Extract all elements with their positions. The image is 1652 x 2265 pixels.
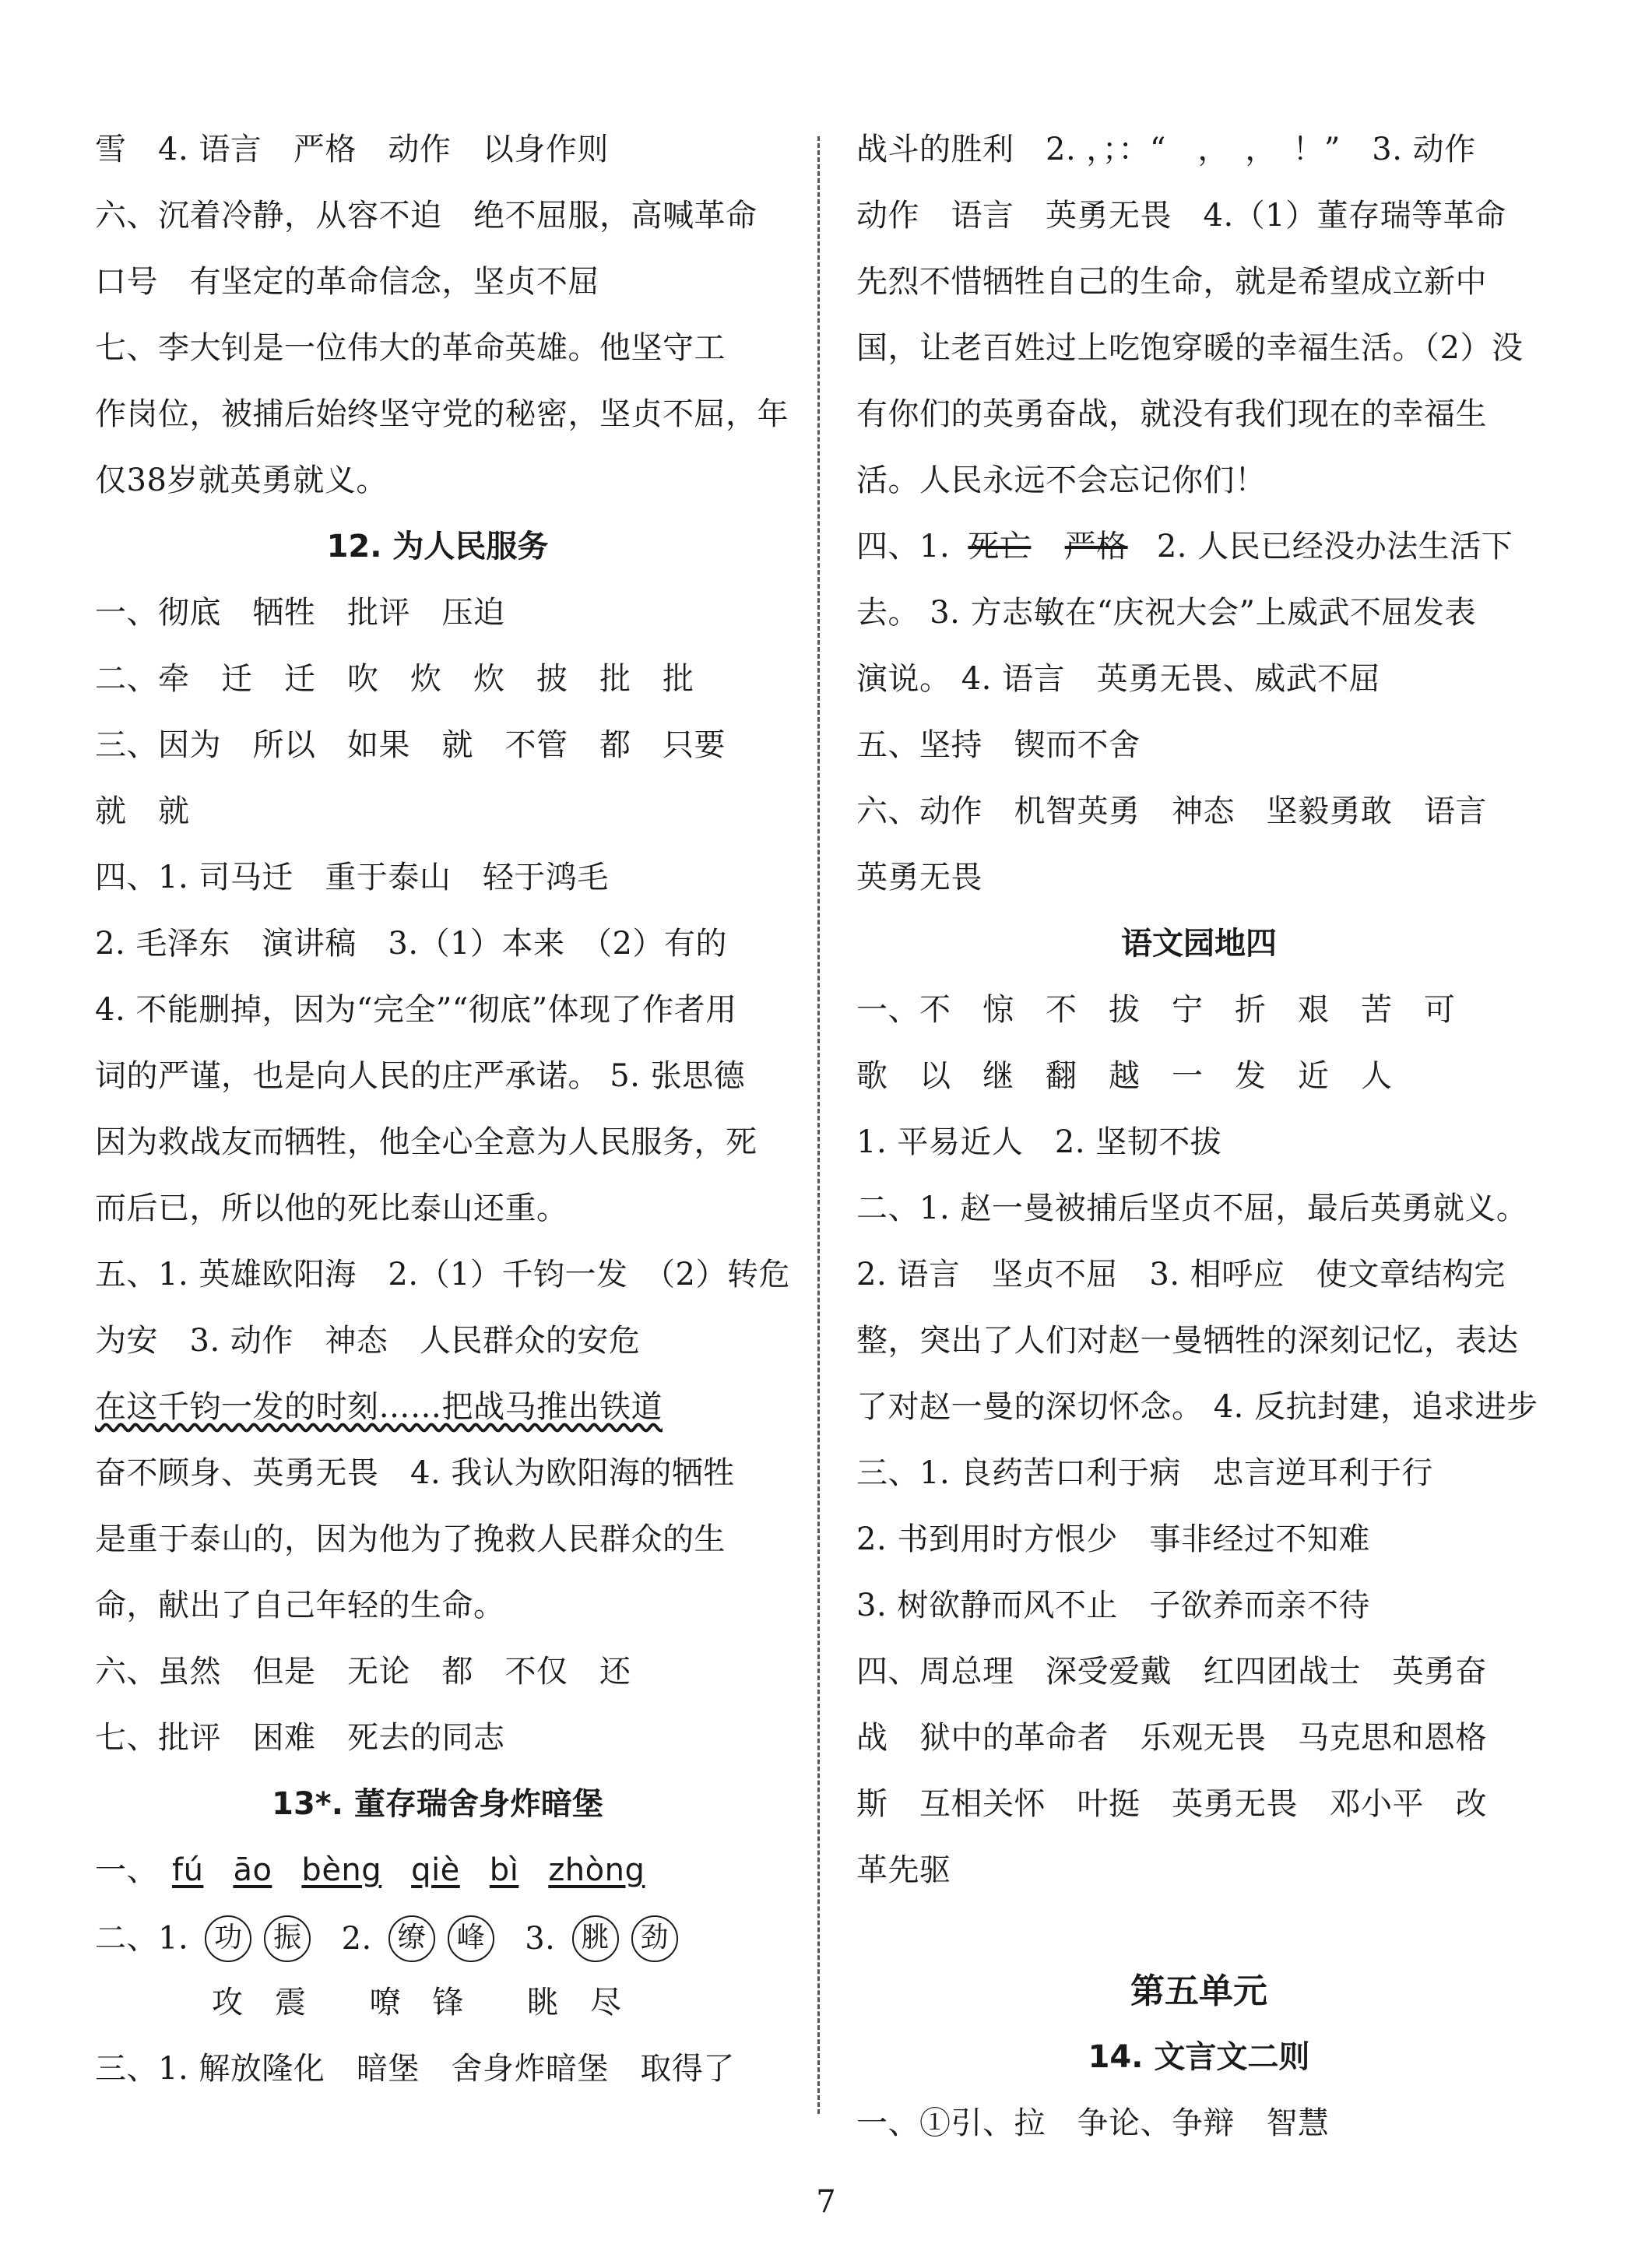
text-line: 活。人民永远不会忘记你们！	[856, 462, 1267, 498]
text-line-wrapper	[95, 1374, 780, 1440]
text-line: 五、坚持 锲而不舍	[856, 727, 1141, 763]
text-line: 整，突出了人们对赵一曼牺牲的深刻记忆，表达	[856, 1323, 1519, 1359]
left-column	[95, 117, 790, 2102]
text-line: 二、牵 迁 迁 吹 炊 炊 披 批 批	[95, 661, 694, 697]
circled-char: 功	[205, 1915, 251, 1962]
section-heading-13: 13*. 董存瑞舍身炸暗堡	[272, 1786, 603, 1822]
pinyin: bèng	[301, 1852, 382, 1888]
text-line: 斯 互相关怀 叶挺 英勇无畏 邓小平 改	[856, 1786, 1487, 1822]
text-line: 六、沉着冷静，从容不迫 绝不屈服，高喊革命	[95, 198, 757, 234]
text-line: 革先驱	[856, 1852, 951, 1888]
pinyin: qiè	[411, 1852, 460, 1888]
text-line-corrections	[856, 514, 1541, 580]
item-label: 一、	[95, 1852, 158, 1888]
text-line: 口号 有坚定的革命信念，坚贞不屈	[95, 264, 599, 300]
text-line: 了对赵一曼的深切怀念。 4. 反抗封建，追求进步	[856, 1389, 1538, 1425]
text-line: 作岗位，被捕后始终坚守党的秘密，坚贞不屈，年	[95, 396, 789, 432]
circled-char: 缭	[388, 1915, 435, 1962]
text-line: 而后已，所以他的死比泰山还重。	[95, 1191, 568, 1226]
answer-text: 2. 人民已经没办法生活下	[1156, 529, 1513, 564]
text-line: 三、1. 良药苦口利于病 忠言逆耳利于行	[856, 1455, 1433, 1491]
text-line: 三、1. 解放隆化 暗堡 舍身炸暗堡 取得了	[95, 2051, 735, 2087]
text-line: 一、①引、拉 争论、争辩 智慧	[856, 2105, 1330, 2141]
text-line: 2. 毛泽东 演讲稿 3.（1）本来 （2）有的	[95, 926, 727, 962]
column-divider	[817, 136, 820, 2114]
text-line: 3. 树欲静而风不止 子欲养而亲不待	[856, 1588, 1370, 1623]
item-number: 2.	[341, 1920, 372, 1957]
text-line: 1. 平易近人 2. 坚韧不拔	[856, 1124, 1222, 1160]
text-line: 仅38岁就英勇就义。	[95, 462, 388, 498]
text-line: 去。 3. 方志敏在“庆祝大会”上威武不屈发表	[856, 595, 1476, 631]
item-number: 3.	[525, 1920, 556, 1957]
item-label: 四、1.	[856, 529, 951, 564]
page-number: 7	[816, 2184, 836, 2220]
text-line: 演说。 4. 语言 英勇无畏、威武不屈	[856, 661, 1381, 697]
text-line: 先烈不惜牺牲自己的生命，就是希望成立新中	[856, 264, 1487, 300]
text-line: 奋不顾身、英勇无畏 4. 我认为欧阳海的牺牲	[95, 1455, 735, 1491]
corrected-chars-row: 攻 震 嘹 锋 眺 尽	[212, 1985, 622, 2021]
pinyin: āo	[233, 1852, 272, 1888]
text-line: 雪 4. 语言 严格 动作 以身作则	[95, 132, 609, 167]
unit-heading: 第五单元	[1130, 1971, 1267, 2011]
text-line: 就 就	[95, 793, 190, 829]
text-line: 国，让老百姓过上吃饱穿暖的幸福生活。（2）没	[856, 330, 1524, 366]
spacer	[856, 1904, 1541, 1958]
pinyin: bì	[489, 1852, 519, 1888]
text-line: 六、虽然 但是 无论 都 不仅 还	[95, 1654, 631, 1690]
text-line: 四、周总理 深受爱戴 红四团战士 英勇奋	[856, 1654, 1487, 1690]
section-heading-14: 14. 文言文二则	[1088, 2039, 1310, 2075]
text-line: 四、1. 司马迁 重于泰山 轻于鸿毛	[95, 860, 609, 895]
text-line: 是重于泰山的，因为他为了挽救人民群众的生	[95, 1521, 726, 1557]
text-line: 一、彻底 牺牲 批评 压迫	[95, 595, 505, 631]
struck-word: 严格	[1064, 529, 1128, 564]
text-line: 英勇无畏	[856, 860, 982, 895]
item-label: 二、1.	[95, 1920, 189, 1957]
text-line: 一、不 惊 不 拔 宁 折 艰 苦 可	[856, 992, 1456, 1028]
pinyin: fú	[172, 1852, 204, 1888]
text-line: 2. 语言 坚贞不屈 3. 相呼应 使文章结构完	[856, 1257, 1506, 1293]
wavy-underlined-quote: 在这千钧一发的时刻……把战马推出铁道	[95, 1389, 663, 1425]
struck-word: 死亡	[968, 529, 1032, 564]
text-line: 为安 3. 动作 神态 人民群众的安危	[95, 1323, 641, 1359]
pinyin-row	[95, 1838, 780, 1904]
text-line: 4. 不能删掉，因为“完全”“彻底”体现了作者用	[95, 992, 737, 1028]
section-heading-12: 12. 为人民服务	[326, 529, 549, 564]
pinyin: zhòng	[548, 1852, 645, 1888]
text-line: 有你们的英勇奋战，就没有我们现在的幸福生	[856, 396, 1487, 432]
text-line: 2. 书到用时方恨少 事非经过不知难	[856, 1521, 1370, 1557]
text-line: 命，献出了自己年轻的生命。	[95, 1588, 505, 1623]
text-line: 六、动作 机智英勇 神态 坚毅勇敢 语言	[856, 793, 1487, 829]
text-line: 三、因为 所以 如果 就 不管 都 只要	[95, 727, 726, 763]
circled-chars-row	[95, 1904, 780, 1970]
circled-char: 峰	[448, 1915, 494, 1962]
circled-char: 振	[264, 1915, 311, 1962]
text-line: 七、李大钊是一位伟大的革命英雄。他坚守工	[95, 330, 726, 366]
text-line: 七、批评 困难 死去的同志	[95, 1720, 505, 1756]
text-line: 词的严谨，也是向人民的庄严承诺。 5. 张思德	[95, 1058, 746, 1094]
circled-char: 脁	[572, 1915, 619, 1962]
text-line: 因为救战友而牺牲，他全心全意为人民服务，死	[95, 1124, 757, 1160]
text-line: 战 狱中的革命者 乐观无畏 马克思和恩格	[856, 1720, 1487, 1756]
right-column	[856, 117, 1541, 2157]
text-line: 动作 语言 英勇无畏 4.（1）董存瑞等革命	[856, 198, 1506, 234]
text-line: 战斗的胜利 2. ，；：“ ， ， ！” 3. 动作	[856, 132, 1476, 167]
section-heading-yuwen-garden: 语文园地四	[1121, 926, 1277, 962]
text-line: 二、1. 赵一曼被捕后坚贞不屈，最后英勇就义。	[856, 1191, 1528, 1226]
text-line: 五、1. 英雄欧阳海 2.（1）千钧一发 （2）转危	[95, 1257, 790, 1293]
circled-char: 劲	[631, 1915, 678, 1962]
text-line: 歌 以 继 翻 越 一 发 近 人	[856, 1058, 1393, 1094]
